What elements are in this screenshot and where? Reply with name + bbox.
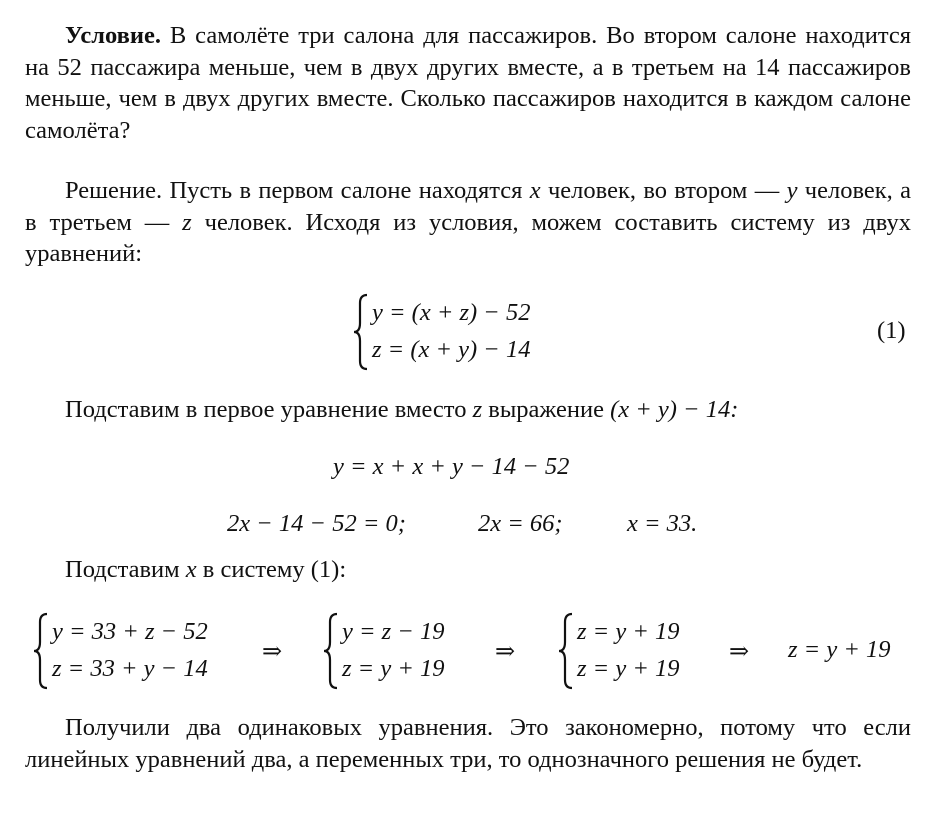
- system-s3-eq-1: z = y + 19: [577, 618, 680, 645]
- brace-icon: [557, 612, 575, 690]
- var-z: z: [182, 208, 192, 236]
- substitute-expression: (x + y) − 14:: [610, 396, 739, 423]
- substitute2-text-2: в систему (1):: [196, 556, 347, 583]
- var-z-2: z: [472, 396, 483, 423]
- system-s1: [52, 613, 208, 687]
- var-x: x: [529, 177, 541, 204]
- solution-text-2: человек, во втором —: [540, 177, 787, 204]
- system-1-eq-1: y = (x + z) − 52: [372, 299, 531, 326]
- system-s1-eq-2: z = 33 + y − 14: [52, 655, 208, 682]
- substitute-text-2: выражение: [482, 396, 611, 423]
- system-s1-eq-1: y = 33 + z − 52: [52, 618, 208, 645]
- system-1-eq-2: z = (x + y) − 14: [372, 336, 531, 363]
- implies-arrow-2: ⇒: [495, 639, 516, 665]
- brace-icon: [352, 293, 370, 371]
- implies-arrow-3: ⇒: [729, 639, 750, 665]
- brace-icon: [32, 612, 50, 690]
- substitute-paragraph-2: [25, 554, 911, 586]
- final-equation: z = y + 19: [788, 636, 891, 663]
- var-x-2: x: [185, 556, 197, 583]
- system-1: [372, 294, 530, 368]
- equation-number: (1): [877, 317, 906, 344]
- brace-icon: [322, 612, 340, 690]
- var-y: y: [786, 177, 798, 204]
- system-s3: [577, 613, 679, 687]
- system-s3-eq-2: z = y + 19: [577, 655, 680, 682]
- condition-paragraph: [25, 20, 911, 146]
- condition-text: В самолёте три салона для пассажиров. Во втором салоне находится на 52 пассажира меньше, чем в двух других вместе, а в третьем на 14 пассажиров меньше, чем в двух других вместе. Сколько пассажиров находится в каждом салоне самолёта?: [25, 22, 911, 144]
- solution-text-4: человек. Исходя из условия, можем составить систему из двух уравнений:: [25, 208, 911, 267]
- substitute-text-1: Подставим в первое уравнение вместо: [65, 396, 473, 423]
- substitute2-text-1: Подставим: [65, 556, 186, 583]
- condition-label: Условие.: [65, 22, 161, 49]
- chain-eq-b: 2x = 66;: [478, 510, 563, 537]
- substitute-paragraph-1: [25, 394, 911, 426]
- equation-line: y = x + x + y − 14 − 52: [333, 453, 570, 480]
- system-s2: [342, 613, 444, 687]
- system-s2-eq-1: y = z − 19: [342, 618, 445, 645]
- conclusion-text: Получили два одинаковых уравнения. Это закономерно, потому что если линейных уравнений два, а переменных три, то однозначного решения не будет.: [25, 714, 911, 773]
- conclusion-paragraph: [25, 712, 911, 775]
- system-s2-eq-2: z = y + 19: [342, 655, 445, 682]
- solution-text-3: человек, а в третьем —: [25, 177, 912, 236]
- chain-eq-c: x = 33.: [627, 510, 698, 537]
- chain-eq-a: 2x − 14 − 52 = 0;: [227, 510, 406, 537]
- solution-text-1: Решение. Пусть в первом салоне находятся: [65, 177, 530, 204]
- solution-paragraph: [25, 175, 911, 270]
- implies-arrow-1: ⇒: [262, 639, 283, 665]
